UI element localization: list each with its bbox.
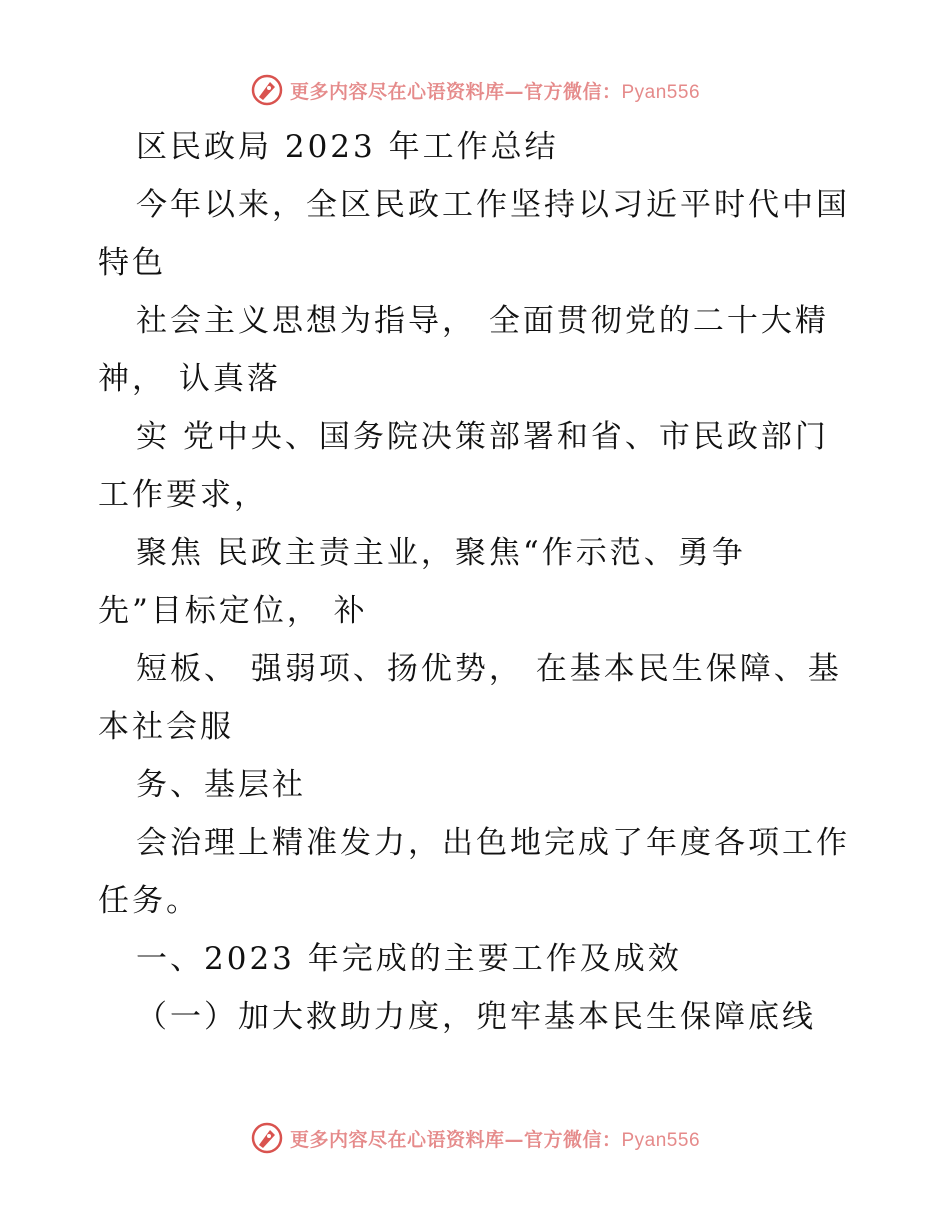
paragraph-line: 聚焦 民政主责主业，聚焦“作示范、勇争 bbox=[136, 535, 746, 571]
watermark-text bbox=[290, 1125, 700, 1152]
paragraph-line: 会治理上精准发力，出色地完成了年度各项工作 bbox=[136, 825, 850, 861]
paragraph-line: 任务。 bbox=[98, 883, 200, 919]
paragraph-line: 今年以来，全区民政工作坚持以习近平时代中国 bbox=[136, 187, 850, 223]
watermark-wechat-id: Pyan556 bbox=[621, 81, 701, 103]
watermark-cn-text: 更多内容尽在心语资料库—官方微信： bbox=[289, 1128, 622, 1151]
watermark-wechat-id: Pyan556 bbox=[621, 1129, 701, 1151]
document-title: 区民政局 2023 年工作总结 bbox=[136, 129, 559, 165]
paragraph-line: 本社会服 bbox=[98, 709, 234, 745]
pen-nib-logo-icon bbox=[250, 73, 284, 107]
paragraph-line: 特色 bbox=[98, 245, 166, 281]
paragraph-line: 社会主义思想为指导， 全面贯彻党的二十大精 bbox=[136, 303, 829, 339]
paragraph-line: 务、基层社 bbox=[136, 767, 306, 803]
paragraph-line: 短板、 强弱项、扬优势， 在基本民生保障、基 bbox=[136, 651, 842, 687]
paragraph-line: 实 党中央、国务院决策部署和省、市民政部门 bbox=[136, 419, 829, 455]
section-heading: 一、2023 年完成的主要工作及成效 bbox=[136, 941, 682, 977]
paragraph-line: 神， 认真落 bbox=[98, 361, 281, 397]
watermark-cn-text: 更多内容尽在心语资料库—官方微信： bbox=[289, 80, 622, 103]
header-watermark bbox=[0, 70, 950, 110]
footer-watermark bbox=[0, 1118, 950, 1158]
subsection-heading: （一）加大救助力度，兜牢基本民生保障底线 bbox=[136, 999, 816, 1035]
watermark-text bbox=[290, 77, 700, 104]
pen-nib-logo-icon bbox=[250, 1121, 284, 1155]
paragraph-line: 先”目标定位， 补 bbox=[98, 593, 368, 629]
paragraph-line: 工作要求， bbox=[98, 477, 268, 513]
document-body bbox=[98, 118, 858, 1046]
